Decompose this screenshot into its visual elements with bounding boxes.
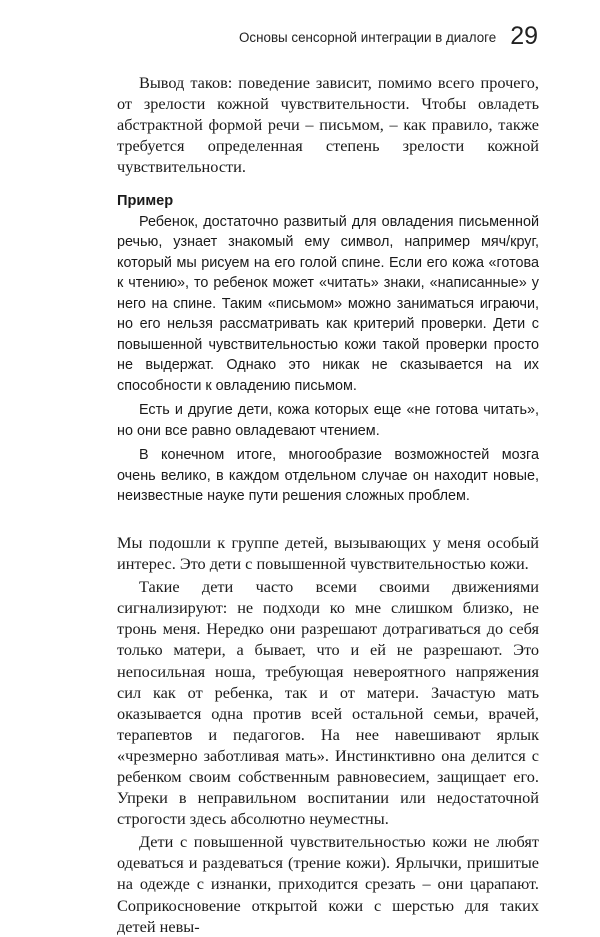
running-title: Основы сенсорной интеграции в диалоге [238,30,497,45]
example-paragraph: Есть и другие дети, кожа которых еще «не готова читать», но они все равно овладевают чтением. [117,402,539,439]
page-number: 29 [510,22,538,50]
intro-paragraph: Вывод таков: поведение зависит, помимо всего прочего, от зрелости кожной чувствительности. Чтобы овладеть абстрактной формой речи – письмом, – как правило, также требуется определенная степень зрелости кожной чувствительности. [117,73,539,177]
example-title: Пример [117,193,174,210]
example-paragraph: В конечном итоге, многообразие возможностей мозга очень велико, в каждом отдельном случае он находит новые, неизвестные науке пути решения сложных проблем. [117,447,539,505]
body-paragraph: Мы подошли к группе детей, вызывающих у меня особый интерес. Это дети с повышенной чувствительностью кожи. [117,532,539,574]
example-box [117,191,539,507]
section-gap [117,507,539,532]
text-block [117,72,539,937]
running-head [239,20,538,49]
body-paragraph: Дети с повышенной чувствительностью кожи не любят одеваться и раздеваться (трение кожи). Ярлычки, пришитые на одежде с изнанки, приходится срезать – они царапают. Соприкосновение открытой кожи с шерстью для таких детей невы- [117,832,539,936]
example-paragraph: Ребенок, достаточно развитый для овладения письменной речью, узнает знакомый ему символ, например мяч/круг, который мы рисуем на его голой спине. Если его кожа «готова к чтению», то ребенок может «читать» знаки, «написанные» у него на спине. Таким «письмом» можно заниматься играючи, но его нельзя рассматривать как критерий проверки. Дети с повышенной чувствительностью кожи такой проверки просто не выдержат. Однако это никак не сказывается на их способности к овладению письмом. [117,213,539,394]
body-paragraph: Такие дети часто всеми своими движениями сигнализируют: не подходи ко мне слишком близко, не тронь меня. Нередко они разрешают дотрагиваться до себя только матери, а бывает, что и ей не разрешают. Это непосильная ноша, требующая невероятного напряжения сил как от ребенка, так и от матери. Зачастую мать оказывается одна против всей остальной семьи, врачей, терапевтов и педагогов. На нее навешивают ярлык «чрезмерно заботливая мать». Инстинктивно она делится с ребенком своим собственным равновесием, защищает его. Упреки в неправильном воспитании или недостаточной строгости здесь абсолютно неуместны. [117,577,539,829]
